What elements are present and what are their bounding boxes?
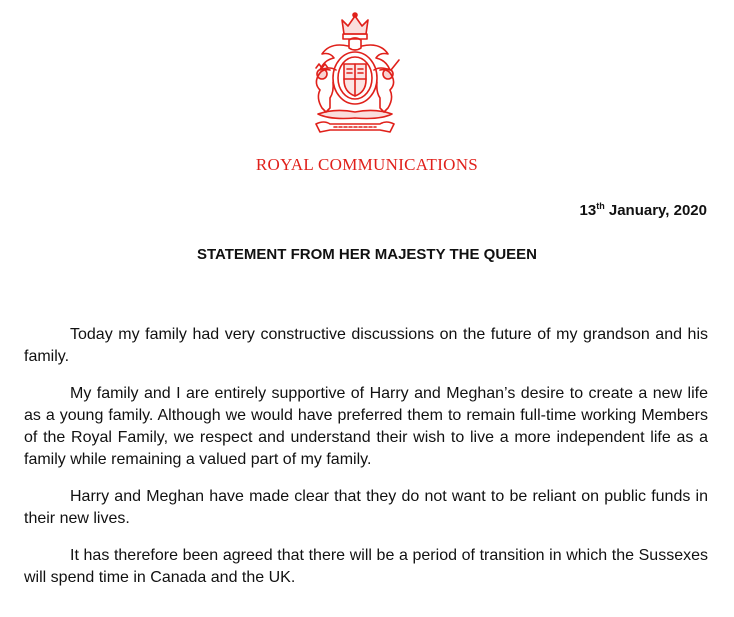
royal-crest [300, 12, 410, 140]
statement-title: STATEMENT FROM HER MAJESTY THE QUEEN [196, 246, 538, 263]
statement-body [24, 324, 708, 604]
statement-paragraph: My family and I are entirely supportive of Harry and Meghan’s desire to create a new life as a young family. Although we would have preferred them to remain full-time working Members of the Royal Family, we respect and understand their wish to live a more independent life as a family while remaining a valued part of my family. [24, 385, 708, 468]
royal-coat-of-arms-icon [300, 12, 410, 140]
date-month-year: January, 2020 [604, 202, 707, 219]
statement-paragraph: It has therefore been agreed that there will be a period of transition in which the Sussexes will spend time in Canada and the UK. [24, 547, 708, 586]
date-day: 13 [579, 202, 597, 219]
statement-paragraph: Harry and Meghan have made clear that they do not want to be reliant on public funds in their new lives. [24, 488, 708, 527]
department-name: ROYAL COMMUNICATIONS [255, 155, 479, 174]
date-ordinal-suffix: th [596, 201, 605, 211]
statement-paragraph: Today my family had very constructive discussions on the future of my grandson and his family. [24, 326, 708, 365]
statement-date [580, 202, 707, 219]
